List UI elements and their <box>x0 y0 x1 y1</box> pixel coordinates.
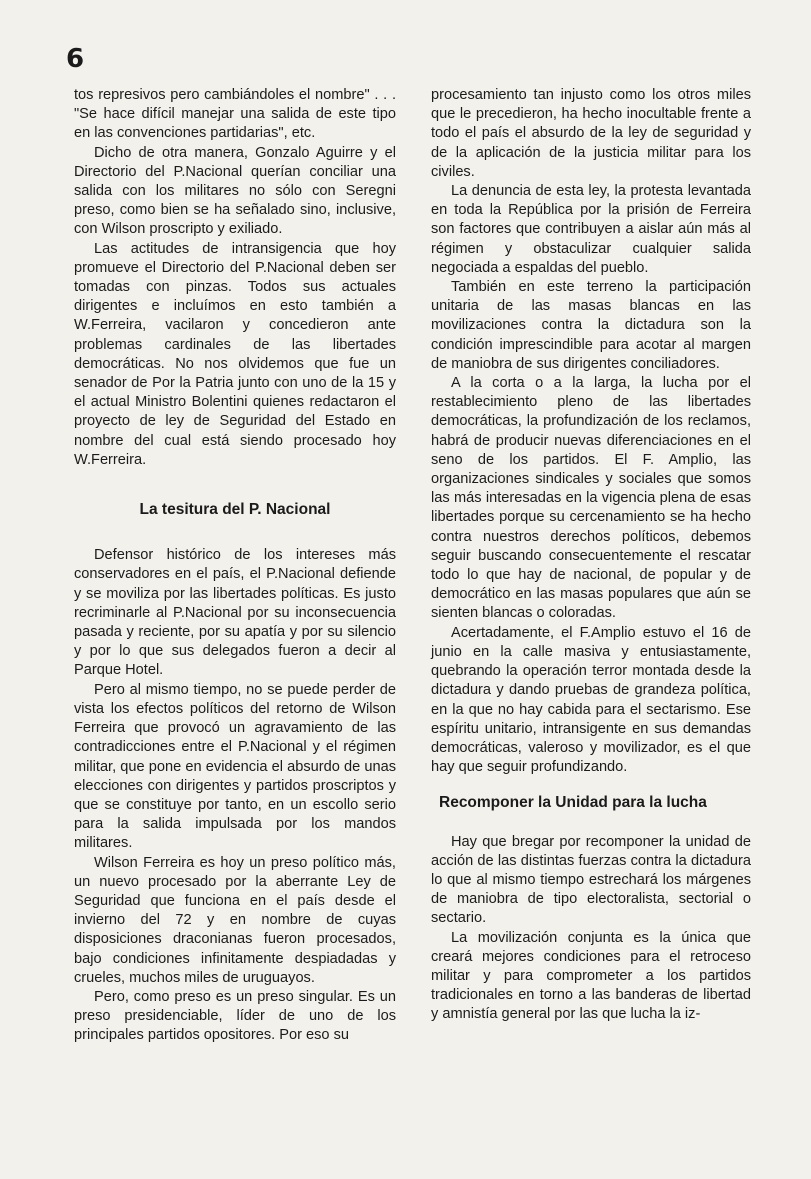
paragraph: Defensor histórico de los intereses más conservadores en el país, el P.Nacional defiende y se moviliza por las libertades políticas. Es justo recriminarle al P.Nacional por su inconsecuencia pasada y reciente, por su apatía y por su silencio y por lo que sus delegados fueron a decir al Parque Hotel. <box>74 547 396 679</box>
paragraph: La movilización conjunta es la única que creará mejores condiciones para el retroceso militar y para comprometer a los partidos tradicionales en torno a las banderas de libertad y amnistía general por las que lucha la iz- <box>431 929 751 1023</box>
left-paragraphs-before <box>74 86 396 470</box>
paragraph: Wilson Ferreira es hoy un preso político más, un nuevo procesado por la aberrante Ley de Seguridad que funciona en el país desde el invierno del 72 y en nombre de cuyas disposiciones draconianas fueron procesados, bajo condiciones infinitamente despiadadas y crueles, muchos miles de uruguayos. <box>74 854 396 986</box>
section-heading: La tesitura del P. Nacional <box>139 501 331 519</box>
paragraph: tos represivos pero cambiándoles el nombre" . . . "Se hace difícil manejar una salida de este tipo en las convenciones partidarias", etc. <box>74 87 396 142</box>
right-paragraphs-before <box>431 86 751 777</box>
paragraph: Dicho de otra manera, Gonzalo Aguirre y el Directorio del P.Nacional querían conciliar una salida con los militares no sólo con Seregni preso, como bien se ha señalado sino, inclusive, con Wilson proscripto y exiliado. <box>74 144 396 238</box>
section-heading: Recomponer la Unidad para la lucha <box>439 794 707 812</box>
page-number: 6 <box>66 44 85 74</box>
paragraph: Pero al mismo tiempo, no se puede perder de vista los efectos políticos del retorno de Wilson Ferreira que provocó un agravamiento de las contradicciones entre el P.Nacional y el régimen militar, que pone en evidencia el absurdo de unas elecciones con dirigentes y partidos proscriptos y que se constituye por tanto, en un escollo serio para la salida impulsada por los mandos militares. <box>74 681 396 852</box>
paragraph: También en este terreno la participación unitaria de las masas blancas en las movilizaciones contra la dictadura son la condición imprescindible para acotar al margen de maniobra de sus dirigentes conciliadores. <box>431 279 751 372</box>
paragraph: Pero, como preso es un preso singular. Es un preso presidenciable, líder de uno de los principales partidos opositores. Por eso su <box>74 988 396 1044</box>
left-paragraphs-after <box>74 546 396 1045</box>
paragraph: Hay que bregar por recomponer la unidad de acción de las distintas fuerzas contra la dictadura lo que al mismo tiempo estrechará los márgenes de maniobra de tipo electoralista, sectorial o sectario. <box>431 833 751 927</box>
left-column <box>74 86 396 1046</box>
paragraph: Las actitudes de intransigencia que hoy promueve el Directorio del P.Nacional deben ser tomadas con pinzas. Todos sus actuales dirigentes e incluímos en esto también a W.Ferreira, vacilaron y concedieron ante problemas cardinales de las libertades democráticas. No nos olvidemos que fue un senador de Por la Patria junto con uno de la 15 y el actual Ministro Bolentini quienes redactaron el proyecto de ley de Seguridad del Estado en nombre del cual está siendo procesado hoy W.Ferreira. <box>74 240 396 468</box>
paragraph: procesamiento tan injusto como los otros miles que le precedieron, ha hecho inocultable frente a todo el país el absurdo de la ley de seguridad y de la aplicación de la justicia militar para los civiles. <box>431 87 751 180</box>
paragraph: A la corta o a la larga, la lucha por el restablecimiento pleno de las libertades democráticas, la profundización de los reclamos, habrá de producir nuevas diferenciaciones en el seno de los partidos. El F. Amplio, las organizaciones sindicales y sociales que somos las más interesadas en la vigencia plena de esas libertades porque su cercenamiento se ha hecho contra nuestros derechos políticos, debemos seguir buscando consecuentemente el rescatar todo lo que hay de nacional, de popular y de democrático en las masas populares que aún se sienten blancas o coloradas. <box>431 375 751 622</box>
right-column <box>431 86 751 1025</box>
right-paragraphs-after <box>431 833 751 1025</box>
paragraph: La denuncia de esta ley, la protesta levantada en toda la República por la prisión de Ferreira son factores que contribuyen a aislar aún más al régimen y obstaculizar cualquier salida negociada a espaldas del pueblo. <box>431 183 751 276</box>
paragraph: Acertadamente, el F.Amplio estuvo el 16 de junio en la calle masiva y entusiastamente, quebrando la operación terror montada desde la dictadura y dando pruebas de grandeza política, en la que no hay cabida para el sectarismo. Ese espíritu unitario, intransigente en sus demandas democráticas, valeroso y movilizador, es el que hay que seguir profundizando. <box>431 624 751 776</box>
